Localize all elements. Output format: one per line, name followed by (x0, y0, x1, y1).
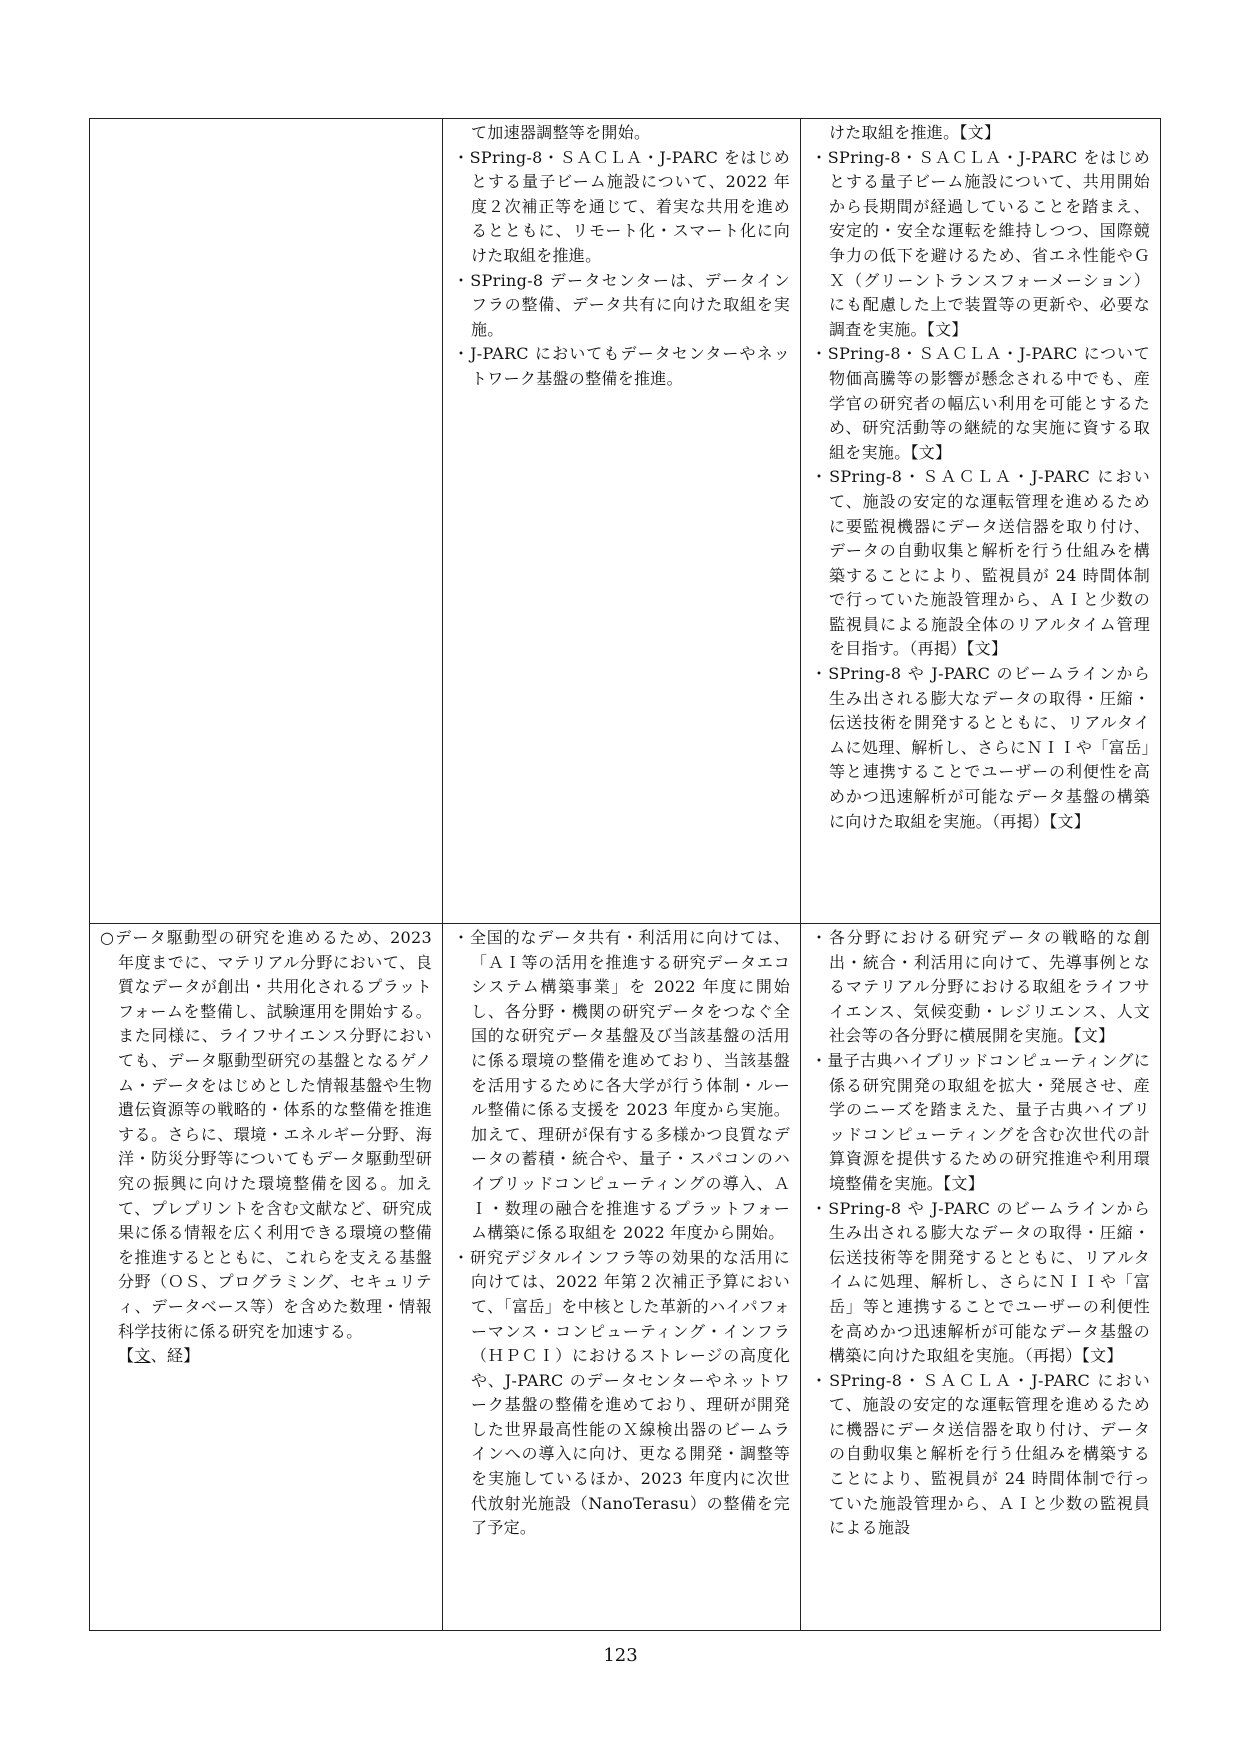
goal-body: ○データ駆動型の研究を進めるため、2023 年度までに、マテリアル分野において、良質なデータが創出・共用化されるプラットフォームを整備し、試験運用を開始する。また同様に、ライフサイエンス分野においても、データ駆動型研究の基盤となるゲノム・データをはじめとした情報基盤や生物遺伝資源等の戦略的・体系的な整備を推進する。さらに、環境・エネルギー分野、海洋・防災分野等についてもデータ駆動型研究の振興に向けた環境整備を図る。加えて、プレプリントを含む文献など、研究成果に係る情報を広く利用できる環境の整備を推進するとともに、これらを支える基盤分野（ＯＳ、プログラミング、セキュリティ、データベース等）を含めた数理・情報科学技術に係る研究を加速する。 (100, 928, 432, 1341)
list-item: ・SPring-8 や J-PARC のビームラインから生み出される膨大なデータの取得・圧縮・伝送技術を開発するとともに、リアルタイムに処理、解析し、さらにＮＩＩや「富岳」等と連携することでユーザーの利便性を高めかつ迅速解析が可能なデータ基盤の構築に向けた取組を実施。（再掲）【文】 (811, 664, 1150, 831)
policy-table (89, 118, 1161, 1631)
progress-cell (443, 924, 801, 1631)
table-row (90, 119, 1161, 924)
list-item: ・J-PARC においてもデータセンターやネットワーク基盤の整備を推進。 (453, 344, 790, 388)
ministry-tag-close: 、経】 (150, 1346, 200, 1366)
goal-cell (90, 119, 443, 924)
list-item: ・SPring-8・ＳＡＣＬＡ・J-PARC について物価高騰等の影響が懸念される中でも、産学官の研究者の幅広い利用を可能とするため、研究活動等の継続的な実施に資する取組を実施。【文】 (811, 344, 1150, 462)
list-item: ・各分野における研究データの戦略的な創出・統合・利活用に向けて、先導事例となるマテリアル分野における取組をライフサイエンス、気候変動・レジリエンス、人文社会等の各分野に横展開を実施。【文】 (811, 928, 1150, 1046)
table-row (90, 924, 1161, 1631)
plan-cell (801, 119, 1161, 924)
list-item: ・SPring-8・ＳＡＣＬＡ・J-PARC をはじめとする量子ビーム施設について、共用開始から長期間が経過していることを踏まえ、安定的・安全な運転を維持しつつ、国際競争力の低下を避けるため、省エネ性能やＧＸ（グリーントランスフォーメーション）にも配慮した上で装置等の更新や、必要な調査を実施。【文】 (811, 147, 1150, 339)
list-item: けた取組を推進。【文】 (829, 123, 1001, 142)
list-item: ・全国的なデータ共有・利活用に向けては、「ＡＩ等の活用を推進する研究データエコシステム構築事業」を 2022 年度に開始し、各分野・機関の研究データをつなぐ全国的な研究データ基盤及び当該基盤の活用に係る環境の整備を進めており、当該基盤を活用するために各大学が行う体制・ルール整備に係る支援を 2023 年度から実施。加えて、理研が保有する多様かつ良質なデータの蓄積・統合や、量子・スパコンのハイブリッドコンピューティングの導入、ＡＩ・数理の融合を推進するプラットフォーム構築に係る取組を 2022 年度から開始。 (453, 928, 790, 1243)
list-item: ・SPring-8・ＳＡＣＬＡ・J-PARC をはじめとする量子ビーム施設について、2022 年度２次補正等を通じて、着実な共用を進めるとともに、リモート化・スマート化に向けた取組を推進。 (453, 147, 790, 265)
ministry-tag-mark: 文 (134, 1346, 151, 1366)
list-item: ・研究デジタルインフラ等の効果的な活用に向けては、2022 年第２次補正予算において、「富岳」を中核とした革新的ハイパフォーマンス・コンピューティング・インフラ（ＨＰＣＩ）におけるストレージの高度化や、J-PARC のデータセンターやネットワーク基盤の整備を進めており、理研が開発した世界最高性能のＸ線検出器のビームラインへの導入に向け、更なる開発・調整等を実施しているほか、2023 年度内に次世代放射光施設（NanoTerasu）の整備を完了予定。 (453, 1247, 790, 1538)
list-item: ・SPring-8 や J-PARC のビームラインから生み出される膨大なデータの取得・圧縮・伝送技術等を開発するとともに、リアルタイムに処理、解析し、さらにＮＩＩや「富岳」等と連携することでユーザーの利便性を高めかつ迅速解析が可能なデータ基盤の構築に向けた取組を実施。（再掲）【文】 (811, 1198, 1150, 1366)
list-item: ・SPring-8 データセンターは、データインフラの整備、データ共有に向けた取組を実施。 (453, 270, 790, 339)
ministry-tag-open: 【 (118, 1346, 135, 1366)
goal-text (100, 926, 432, 1369)
progress-cell (443, 119, 801, 924)
page-number: 123 (603, 1645, 638, 1666)
list-item: ・SPring-8・ＳＡＣＬＡ・J-PARC において、施設の安定的な運転管理を進めるために要監視機器にデータ送信器を取り付け、データの自動収集と解析を行う仕組みを構築することにより、監視員が 24 時間体制で行っていた施設管理から、ＡＩと少数の監視員による施設全体のリアルタイム管理を目指す。（再掲）【文】 (811, 467, 1150, 659)
goal-cell (90, 924, 443, 1631)
list-item: ・SPring-8・ＳＡＣＬＡ・J-PARC において、施設の安定的な運転管理を進めるために機器にデータ送信器を取り付け、データの自動収集と解析を行う仕組みを構築することにより、監視員が 24 時間体制で行っていた施設管理から、ＡＩと少数の監視員による施設 (811, 1370, 1150, 1538)
plan-cell (801, 924, 1161, 1631)
list-item: ・量子古典ハイブリッドコンピューティングに係る研究開発の取組を拡大・発展させ、産学のニーズを踏まえた、量子古典ハイブリッドコンピューティングを含む次世代の計算資源を提供するための研究推進や利用環境整備を実施。【文】 (811, 1050, 1150, 1193)
list-item: て加速器調整等を開始。 (471, 123, 651, 142)
